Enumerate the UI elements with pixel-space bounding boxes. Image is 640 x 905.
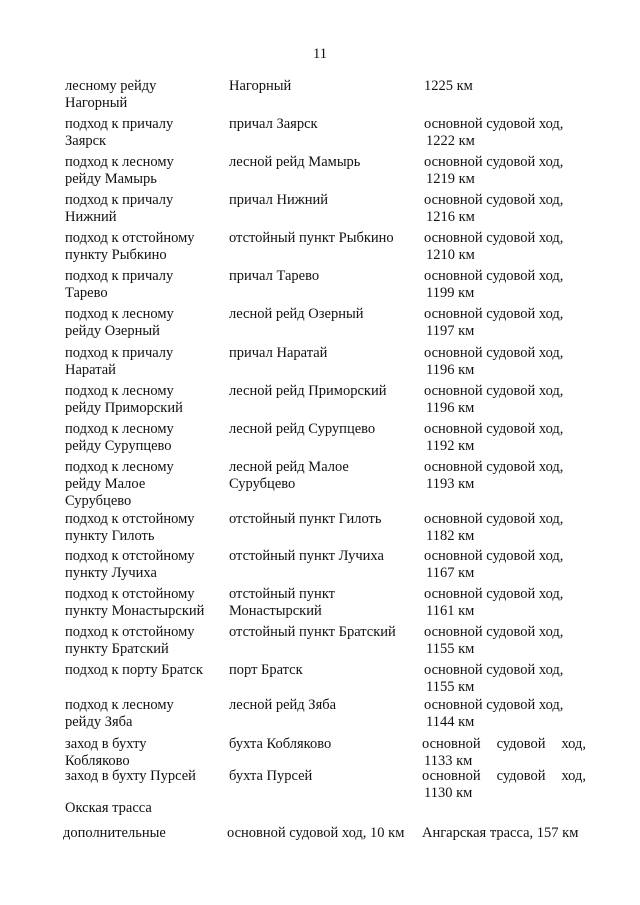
cell-line: основной судовой ход, — [424, 345, 564, 361]
cell-line: основной судовой ход, — [424, 230, 564, 246]
cell-word: судовой — [496, 736, 546, 752]
cell-line: лесному рейду — [65, 78, 157, 94]
cell-col1 — [65, 192, 223, 226]
cell-line: Сурубцево — [229, 476, 296, 492]
cell-line: причал Наратай — [229, 345, 328, 361]
cell-line: основной судовой ход, — [424, 383, 564, 399]
cell-line: рейду Малое — [65, 476, 146, 492]
cell-line: подход к лесному — [65, 459, 174, 475]
cell-col1 — [65, 230, 223, 264]
cell-col1 — [65, 511, 223, 545]
cell-line: подход к отстойному — [65, 586, 195, 602]
section-title: Окская трасса — [65, 800, 152, 816]
cell-line: лесной рейд Сурупцево — [229, 421, 376, 437]
cell-line: пункту Монастырский — [65, 603, 205, 619]
cell-line: 1216 км — [426, 209, 475, 225]
cell-line: Заярск — [65, 133, 107, 149]
cell-line: лесной рейд Мамырь — [229, 154, 361, 170]
cell-line: 1133 км — [424, 753, 473, 769]
cell-col1 — [65, 345, 223, 379]
cell-line: подход к лесному — [65, 697, 174, 713]
cell-col3 — [424, 116, 588, 150]
cell-col2 — [229, 768, 419, 785]
cell-col3 — [424, 697, 588, 731]
cell-line: 1155 км — [426, 679, 475, 695]
cell-line: 1197 км — [426, 323, 475, 339]
cell-line: 1210 км — [426, 247, 475, 263]
cell-line: основной судовой ход, — [424, 192, 564, 208]
cell-line: подход к лесному — [65, 421, 174, 437]
cell-col2 — [229, 624, 419, 641]
cell-line: подход к причалу — [65, 192, 174, 208]
cell-line: 1155 км — [426, 641, 475, 657]
cell-col1 — [65, 697, 223, 731]
cell-col1 — [65, 383, 223, 417]
cell-line: 1161 км — [426, 603, 475, 619]
cell-line: порт Братск — [229, 662, 303, 678]
cell-line — [422, 768, 586, 785]
last-row-col1: дополнительные — [63, 825, 166, 841]
cell-line: основной судовой ход, — [424, 586, 564, 602]
cell-line: подход к причалу — [65, 345, 174, 361]
cell-line: пункту Рыбкино — [65, 247, 167, 263]
cell-col2 — [229, 192, 419, 209]
cell-line: лесной рейд Зяба — [229, 697, 337, 713]
cell-col2 — [229, 154, 419, 171]
cell-col1 — [65, 662, 223, 679]
cell-line: подход к причалу — [65, 268, 174, 284]
cell-line: основной судовой ход, — [424, 662, 564, 678]
cell-col1 — [65, 459, 223, 510]
cell-line: 1219 км — [426, 171, 475, 187]
cell-col3 — [424, 511, 588, 545]
cell-col1 — [65, 116, 223, 150]
cell-word: ход, — [561, 736, 586, 752]
cell-line: 1167 км — [426, 565, 475, 581]
cell-line: Нижний — [65, 209, 117, 225]
cell-line: 1193 км — [426, 476, 475, 492]
cell-col1 — [65, 548, 223, 582]
cell-col3 — [424, 78, 588, 95]
cell-col3 — [424, 586, 588, 620]
cell-line: подход к причалу — [65, 116, 174, 132]
cell-line: 1222 км — [426, 133, 475, 149]
cell-line: подход к порту Братск — [65, 662, 203, 678]
cell-line: 1182 км — [426, 528, 475, 544]
cell-col1 — [65, 306, 223, 340]
cell-line: бухта Пурсей — [229, 768, 313, 784]
cell-col3 — [424, 306, 588, 340]
cell-line: Нагорный — [65, 95, 128, 111]
cell-line: 1225 км — [424, 78, 473, 94]
cell-line: лесной рейд Озерный — [229, 306, 364, 322]
cell-line — [422, 736, 586, 753]
cell-line: подход к лесному — [65, 383, 174, 399]
cell-col1 — [65, 268, 223, 302]
cell-col2 — [229, 383, 419, 400]
cell-line: причал Тарево — [229, 268, 320, 284]
cell-line: заход в бухту Пурсей — [65, 768, 196, 784]
cell-line: Кобляково — [65, 753, 130, 769]
cell-line: основной судовой ход, — [424, 624, 564, 640]
cell-col3 — [424, 154, 588, 188]
cell-line: лесной рейд Приморский — [229, 383, 387, 399]
cell-line: основной судовой ход, — [424, 697, 564, 713]
cell-line: Сурубцево — [65, 493, 132, 509]
cell-line: основной судовой ход, — [424, 421, 564, 437]
cell-col2 — [229, 511, 419, 528]
cell-line: основной судовой ход, — [424, 268, 564, 284]
cell-line: отстойный пункт Рыбкино — [229, 230, 394, 246]
cell-line: отстойный пункт Гилоть — [229, 511, 382, 527]
cell-line: Монастырский — [229, 603, 322, 619]
cell-line: рейду Озерный — [65, 323, 160, 339]
cell-line: причал Нижний — [229, 192, 329, 208]
cell-line: подход к отстойному — [65, 624, 195, 640]
cell-line: основной судовой ход, — [424, 116, 564, 132]
cell-col1 — [65, 586, 223, 620]
cell-col3 — [424, 421, 588, 455]
cell-col2 — [229, 459, 419, 493]
cell-line: подход к лесному — [65, 154, 174, 170]
cell-line: пункту Братский — [65, 641, 169, 657]
cell-line: 1199 км — [426, 285, 475, 301]
cell-col1 — [65, 736, 223, 770]
cell-line: 1144 км — [426, 714, 475, 730]
cell-line: Наратай — [65, 362, 116, 378]
cell-word: ход, — [561, 768, 586, 784]
cell-line: 1196 км — [426, 400, 475, 416]
cell-line: рейду Приморский — [65, 400, 183, 416]
cell-col3 — [424, 192, 588, 226]
cell-line: рейду Зяба — [65, 714, 133, 730]
last-row-col2: основной судовой ход, 10 км — [227, 825, 405, 841]
cell-line: основной судовой ход, — [424, 459, 564, 475]
cell-col1 — [65, 421, 223, 455]
cell-col3 — [424, 624, 588, 658]
cell-line: основной судовой ход, — [424, 548, 564, 564]
cell-col2 — [229, 586, 419, 620]
cell-col3 — [424, 383, 588, 417]
cell-col2 — [229, 697, 419, 714]
cell-line: 1192 км — [426, 438, 475, 454]
cell-col1 — [65, 768, 223, 785]
cell-col2 — [229, 78, 419, 95]
cell-col2 — [229, 345, 419, 362]
cell-line: отстойный пункт — [229, 586, 336, 602]
cell-col2 — [229, 421, 419, 438]
cell-line: подход к отстойному — [65, 548, 195, 564]
cell-line: рейду Мамырь — [65, 171, 157, 187]
cell-col3 — [422, 736, 586, 770]
cell-col2 — [229, 268, 419, 285]
cell-line: отстойный пункт Лучиха — [229, 548, 384, 564]
cell-col2 — [229, 306, 419, 323]
cell-col2 — [229, 116, 419, 133]
cell-col3 — [424, 662, 588, 696]
cell-line: 1130 км — [424, 785, 473, 801]
cell-col3 — [422, 768, 586, 802]
cell-line: пункту Гилоть — [65, 528, 155, 544]
cell-line: основной судовой ход, — [424, 511, 564, 527]
cell-line: Тарево — [65, 285, 108, 301]
cell-line: рейду Сурупцево — [65, 438, 172, 454]
cell-line: бухта Кобляково — [229, 736, 332, 752]
cell-word: основной — [422, 768, 481, 784]
cell-line: лесной рейд Малое — [229, 459, 349, 475]
cell-col1 — [65, 154, 223, 188]
cell-col2 — [229, 230, 419, 247]
cell-col3 — [424, 230, 588, 264]
cell-col3 — [424, 345, 588, 379]
cell-line: 1196 км — [426, 362, 475, 378]
cell-col1 — [65, 624, 223, 658]
cell-line: отстойный пункт Братский — [229, 624, 396, 640]
cell-line: подход к отстойному — [65, 230, 195, 246]
cell-line: заход в бухту — [65, 736, 147, 752]
cell-line: основной судовой ход, — [424, 306, 564, 322]
cell-col3 — [424, 268, 588, 302]
cell-col3 — [424, 459, 588, 493]
cell-word: судовой — [496, 768, 546, 784]
cell-line: Нагорный — [229, 78, 292, 94]
cell-word: основной — [422, 736, 481, 752]
cell-col1 — [65, 78, 223, 112]
cell-line: причал Заярск — [229, 116, 318, 132]
cell-line: пункту Лучиха — [65, 565, 157, 581]
cell-line: основной судовой ход, — [424, 154, 564, 170]
cell-col2 — [229, 662, 419, 679]
cell-col2 — [229, 548, 419, 565]
page-number: 11 — [313, 46, 327, 62]
cell-line: подход к отстойному — [65, 511, 195, 527]
cell-line: подход к лесному — [65, 306, 174, 322]
last-row-col3: Ангарская трасса, 157 км — [422, 825, 579, 841]
cell-col2 — [229, 736, 419, 753]
cell-col3 — [424, 548, 588, 582]
